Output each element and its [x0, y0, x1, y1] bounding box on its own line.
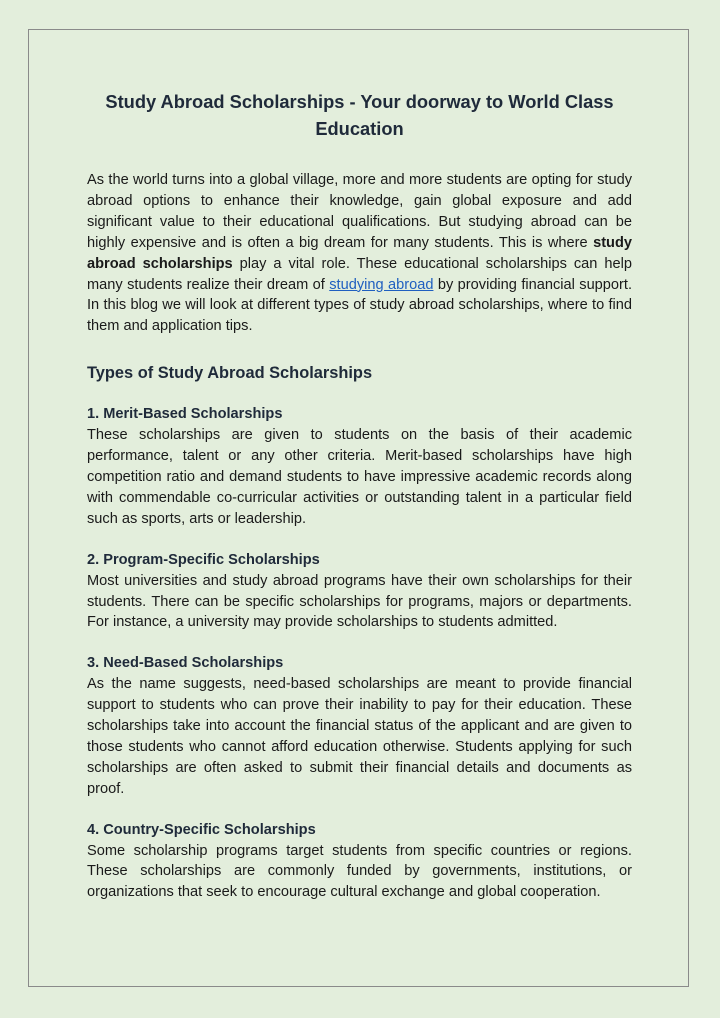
- section-need-based: [87, 653, 632, 799]
- section-merit-based: [87, 404, 632, 529]
- intro-bold-text: study abroad scholarships: [87, 234, 632, 272]
- section-program-specific: [87, 550, 632, 634]
- section-body: Most universities and study abroad programs have their own scholarships for their students. There can be specific scholarships for programs, majors or departments. For instance, a university may provide scholarships to students admitted.: [87, 572, 632, 631]
- section-country-specific: [87, 820, 632, 904]
- intro-text-2: play a vital role. These educational scholarships can help many students realize their dream of: [87, 255, 632, 293]
- section-heading: Types of Study Abroad Scholarships: [87, 364, 373, 383]
- intro-text-3: by providing financial support. In this blog we will look at different types of study abroad scholarships, where to find them and application tips.: [87, 276, 632, 335]
- section-body: Some scholarship programs target students from specific countries or regions. These scholarships are commonly funded by governments, institutions, or organizations that seek to encourage cultural exchange and global cooperation.: [87, 842, 632, 901]
- section-title: 4. Country-Specific Scholarships: [87, 821, 316, 838]
- section-title: 2. Program-Specific Scholarships: [87, 551, 320, 568]
- document-content: [87, 88, 632, 923]
- section-body: These scholarships are given to students on the basis of their academic performance, talent or any other criteria. Merit-based scholarships have high competition ratio and demand students to have impressive academic records along with commendable co-curricular activities or outstanding talent in a particular field such as sports, arts or leadership.: [87, 427, 632, 527]
- section-title: 3. Need-Based Scholarships: [87, 655, 284, 672]
- document-title: Study Abroad Scholarships - Your doorway to World Class Education: [105, 91, 614, 139]
- section-body: As the name suggests, need-based scholarships are meant to provide financial support to students who can prove their inability to pay for their education. These scholarships take into account the financial status of the applicant and are given to those students who cannot afford education otherwise. Students applying for such scholarships are often asked to submit their financial details and documents as proof.: [87, 676, 632, 797]
- studying-abroad-link[interactable]: studying abroad: [329, 276, 434, 293]
- intro-paragraph: [87, 170, 632, 337]
- intro-text-1: As the world turns into a global village, more and more students are opting for study abroad options to enhance their knowledge, gain global exposure and add significant value to their educational qualifications. But studying abroad can be highly expensive and is often a big dream for many students. This is where: [87, 172, 632, 251]
- section-title: 1. Merit-Based Scholarships: [87, 406, 283, 423]
